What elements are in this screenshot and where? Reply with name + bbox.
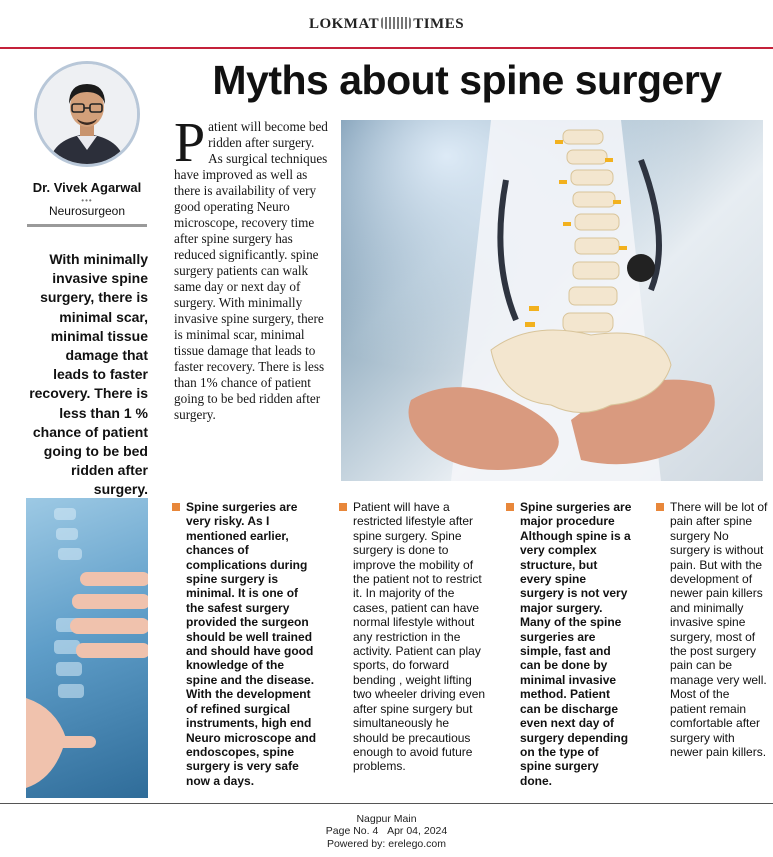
bullet-square-icon [172,503,180,511]
publish-date: Apr 04, 2024 [387,825,448,838]
logo-right: TIMES [413,16,465,32]
author-photo [34,61,140,167]
myth-text: Patient will have a restricted lifestyle after spine surgery. Spine surgery is done to improve the mobility of the patient not to restrict it. In majority of the cases, patient can have normal lifestyle without any restriction in the activity. Patient can play sports, do forward bending , weight lifting two wheeler driving even after spine surgery but simultaneously he should be precautious enough to avoid future problems. [353,500,486,774]
logo-left: LOKMAT [308,16,380,32]
myth-text: There will be lot of pain after spine surgery No surgery is without pain. But with the development of newer pain killers and minimally invasive spine surgery, most of the post surgery pain can be manage very well. Most of the patient remain comfortable after surgery with newer pain killers. [670,500,768,759]
xray-hand-photo [26,498,148,798]
myth-column-lifestyle [339,500,487,774]
edition-name: Nagpur Main [356,813,417,825]
intro-text: atient will become bed ridden after surgery. As surgical techniques have improved as well as there is availability of very good operating Neuro microscope, recovery time after spine surgery has reduced significantly. spine surgery patients can walk same day or next day of surgery. With minimally invasive spine surgery, there is minimal scar, minimal tissue damage that leads to faster recovery. There is less than 1% chance of patient going to be bed ridden after surgery. [174,119,328,422]
newspaper-logo[interactable] [0,16,773,33]
logo-emblem-icon [381,17,411,29]
drop-cap: P [174,112,206,174]
myth-column-pain [656,500,768,759]
author-name: Dr. Vivek Agarwal [32,180,142,195]
bullet-square-icon [656,503,664,511]
myth-column-risk [172,500,318,788]
masthead [0,0,773,48]
spine-model-illustration-icon [341,120,763,481]
powered-by-link[interactable]: Powered by: erelego.com [326,837,447,850]
pull-quote: With minimally invasive spine surgery, there is minimal scar, minimal tissue damage that leads to faster recovery. There is less than 1 % chance of patient going to be bed ridden after surgery. [29,251,148,498]
myth-text: Spine surgeries are major procedure Although spine is a very complex structure, but every spine surgery is not very major surgery. Many of the spine surgeries are simple, fast and can be done by minimal invasive method. Patient can be discharge even next day of surgery depending on the type of spine surgery done. [520,500,632,788]
masthead-divider [0,47,773,49]
hero-image [341,120,763,481]
footer-divider [0,803,773,804]
author-separator: ••• [81,196,93,205]
page-info [0,825,773,837]
myth-text: Spine surgeries are very risky. As I mentioned earlier, chances of complications during spine surgery is minimal. It is one of the safest surgery provided the surgeon should be well trained and should have good knowledge of the spine and the disease. With the development of refined surgical instruments, high end Neuro microscope and endoscopes, spine surgery is very safe now a days. [186,500,317,788]
xray-hand-illustration-icon [26,498,148,798]
article-headline: Myths about spine surgery [212,57,722,103]
page-footer [0,813,773,850]
author-portrait-icon [37,64,137,164]
article-intro [174,112,330,423]
bullet-square-icon [339,503,347,511]
bullet-square-icon [506,503,514,511]
myth-column-major-procedure [506,500,632,788]
author-divider [27,224,147,227]
page-number: Page No. 4 [325,825,379,838]
author-role: Neurosurgeon [48,204,126,218]
